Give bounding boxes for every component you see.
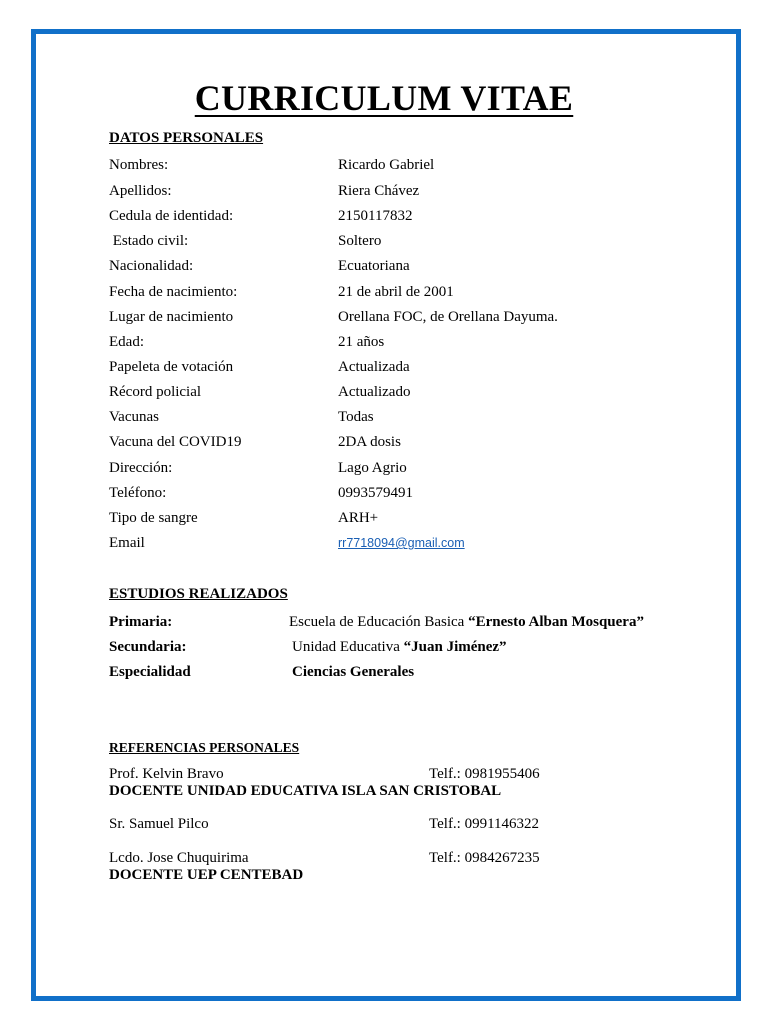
personal-data-heading: DATOS PERSONALES — [109, 130, 264, 146]
field-value: Todas — [338, 409, 374, 425]
reference-phone: Telf.: 0984267235 — [429, 850, 540, 866]
reference-item — [109, 848, 689, 868]
field-value: Soltero — [338, 233, 382, 249]
study-primaria — [109, 612, 689, 632]
row-nombres — [109, 155, 669, 175]
row-edad — [109, 332, 669, 352]
field-label: Papeleta de votación — [109, 359, 234, 375]
field-label: Dirección: — [109, 460, 173, 476]
reference-name: Sr. Samuel Pilco — [109, 816, 209, 832]
study-prefix: Escuela de Educación Basica — [289, 614, 469, 630]
field-label: Vacuna del COVID19 — [109, 434, 242, 450]
study-label: Especialidad — [109, 664, 191, 680]
row-lugar-nacimiento — [109, 307, 669, 327]
study-value — [289, 612, 644, 632]
field-label: Email — [109, 535, 145, 551]
field-label: Récord policial — [109, 384, 202, 400]
reference-role: DOCENTE UNIDAD EDUCATIVA ISLA SAN CRISTOBAL — [109, 783, 502, 799]
field-label: Estado civil: — [109, 233, 189, 249]
reference-item — [109, 764, 689, 784]
field-label: Lugar de nacimiento — [109, 309, 234, 325]
study-label: Secundaria: — [109, 639, 187, 655]
row-papeleta — [109, 357, 669, 377]
document-title — [0, 78, 768, 118]
field-value: ARH+ — [338, 510, 379, 526]
study-especialidad — [109, 662, 689, 682]
studies-heading: ESTUDIOS REALIZADOS — [109, 586, 288, 602]
title-text: CURRICULUM VITAE — [194, 78, 574, 118]
field-label: Nacionalidad: — [109, 258, 194, 274]
references-heading: REFERENCIAS PERSONALES — [109, 740, 300, 755]
field-label: Teléfono: — [109, 485, 167, 501]
field-label: Apellidos: — [109, 183, 172, 199]
study-value — [292, 637, 507, 657]
row-tipo-sangre — [109, 508, 669, 528]
field-label: Nombres: — [109, 157, 169, 173]
reference-name: Lcdo. Jose Chuquirima — [109, 850, 249, 866]
email-link[interactable]: rr7718094@gmail.com — [338, 536, 465, 550]
school-name: “Ernesto Alban Mosquera” — [468, 614, 644, 630]
row-cedula — [109, 206, 669, 226]
reference-role: DOCENTE UEP CENTEBAD — [109, 867, 304, 883]
field-value: 21 años — [338, 334, 385, 350]
field-value: 2150117832 — [338, 208, 413, 224]
field-label: Fecha de nacimiento: — [109, 284, 238, 300]
study-prefix: Unidad Educativa — [292, 639, 404, 655]
row-record-policial — [109, 382, 669, 402]
field-value: 21 de abril de 2001 — [338, 284, 454, 300]
row-apellidos — [109, 181, 669, 201]
specialty-name: Ciencias Generales — [292, 664, 415, 680]
row-vacunas — [109, 407, 669, 427]
row-email — [109, 533, 669, 553]
reference-name: Prof. Kelvin Bravo — [109, 766, 224, 782]
field-label: Edad: — [109, 334, 144, 350]
field-value: Actualizado — [338, 384, 411, 400]
reference-phone: Telf.: 0981955406 — [429, 766, 540, 782]
reference-item — [109, 814, 689, 834]
school-name: “Juan Jiménez” — [403, 639, 507, 655]
field-value: Actualizada — [338, 359, 410, 375]
study-secundaria — [109, 637, 689, 657]
reference-phone: Telf.: 0991146322 — [429, 816, 540, 832]
field-value: Orellana FOC, de Orellana Dayuma. — [338, 309, 558, 325]
field-value: Riera Chávez — [338, 183, 420, 199]
field-label: Tipo de sangre — [109, 510, 198, 526]
row-nacionalidad — [109, 256, 669, 276]
study-label: Primaria: — [109, 614, 173, 630]
field-value: Lago Agrio — [338, 460, 407, 476]
row-direccion — [109, 458, 669, 478]
field-value: Ricardo Gabriel — [338, 157, 435, 173]
field-label: Cedula de identidad: — [109, 208, 234, 224]
field-value: 2DA dosis — [338, 434, 401, 450]
row-vacuna-covid — [109, 432, 669, 452]
row-fecha-nacimiento — [109, 282, 669, 302]
row-estado-civil — [109, 231, 669, 251]
field-value: 0993579491 — [338, 485, 413, 501]
row-telefono — [109, 483, 669, 503]
field-label: Vacunas — [109, 409, 159, 425]
field-value: Ecuatoriana — [338, 258, 410, 274]
